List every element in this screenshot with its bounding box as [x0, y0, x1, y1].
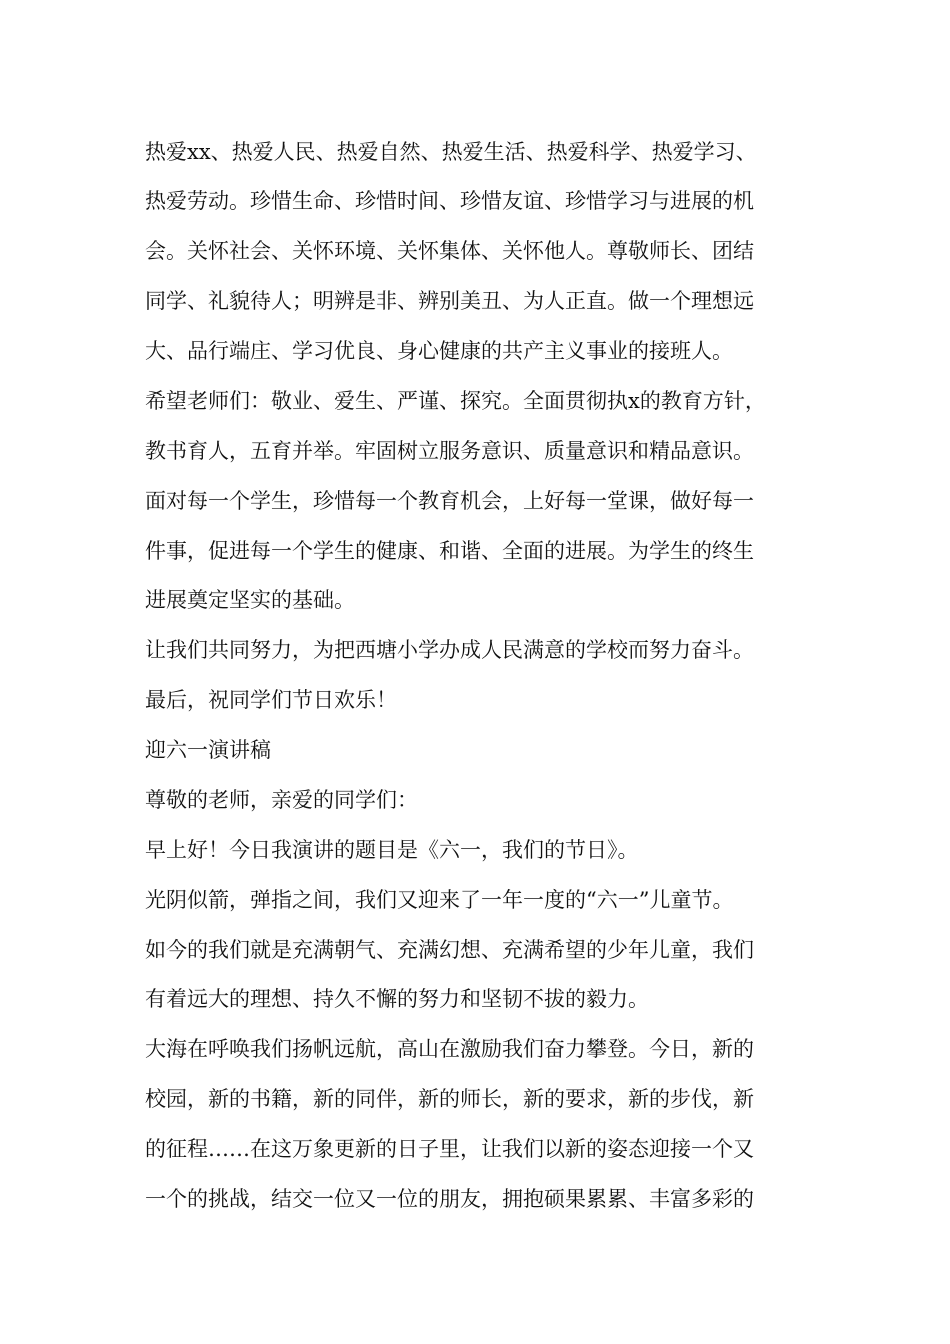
section-heading: 迎六一演讲稿	[145, 738, 271, 762]
text-line: 大、品行端庄、学习优良、身心健康的共产主义事业的接班人。	[145, 339, 733, 363]
text-line: 有着远大的理想、持久不懈的努力和坚韧不拔的毅力。	[145, 987, 649, 1011]
text-line: 光阴似箭，弹指之间，我们又迎来了一年一度的“六一”儿童节。	[145, 888, 734, 912]
text-line: 希望老师们：敬业、爱生、严谨、探究。全面贯彻执x的教育方针，	[145, 389, 766, 413]
text-line: 件事，促进每一个学生的健康、和谐、全面的进展。为学生的终生	[145, 539, 754, 563]
text-line: 教书育人，五育并举。牢固树立服务意识、质量意识和精品意识。	[145, 439, 754, 463]
text-line: 进展奠定坚实的基础。	[145, 588, 355, 612]
text-line: 同学、礼貌待人；明辨是非、辨别美丑、为人正直。做一个理想远	[145, 289, 754, 313]
text-line: 校园，新的书籍，新的同伴，新的师长，新的要求，新的步伐，新	[145, 1087, 754, 1111]
text-line: 一个的挑战，结交一位又一位的朋友，拥抱硕果累累、丰富多彩的	[145, 1187, 754, 1211]
text-line: 最后，祝同学们节日欢乐！	[145, 688, 397, 712]
text-line: 的征程……在这万象更新的日子里，让我们以新的姿态迎接一个又	[145, 1137, 754, 1161]
text-line: 热爱劳动。珍惜生命、珍惜时间、珍惜友谊、珍惜学习与进展的机	[145, 189, 754, 213]
greeting-line: 尊敬的老师，亲爱的同学们：	[145, 788, 418, 812]
text-line: 大海在呼唤我们扬帆远航，高山在激励我们奋力攀登。今日，新的	[145, 1037, 754, 1061]
text-line: 热爱xx、热爱人民、热爱自然、热爱生活、热爱科学、热爱学习、	[145, 140, 757, 164]
text-line: 会。关怀社会、关怀环境、关怀集体、关怀他人。尊敬师长、团结	[145, 239, 754, 263]
text-line: 早上好！今日我演讲的题目是《六一，我们的节日》。	[145, 838, 639, 862]
text-line: 让我们共同努力，为把西塘小学办成人民满意的学校而努力奋斗。	[145, 638, 754, 662]
text-line: 如今的我们就是充满朝气、充满幻想、充满希望的少年儿童，我们	[145, 938, 754, 962]
text-line: 面对每一个学生，珍惜每一个教育机会，上好每一堂课，做好每一	[145, 489, 754, 513]
